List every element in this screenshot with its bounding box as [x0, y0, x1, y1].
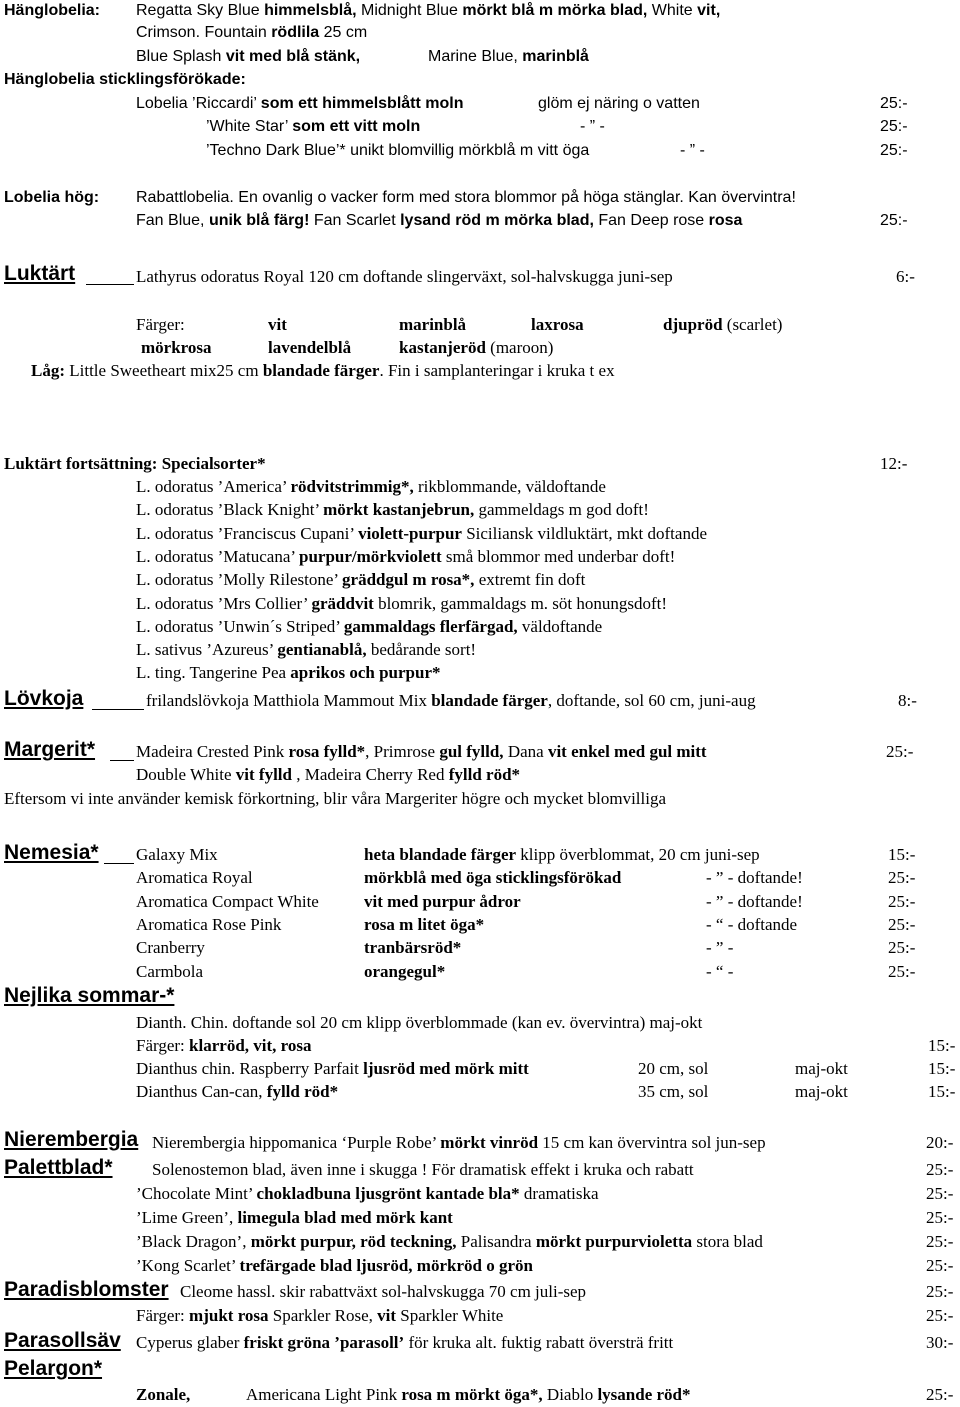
price: 25:- [886, 742, 914, 761]
price: 8:- [898, 691, 917, 710]
palettblad-row: ’Chocolate Mint’ chokladbuna ljusgrönt kantade bla* dramatiska [136, 1184, 599, 1203]
nemesia-name: Carmbola [136, 961, 204, 981]
color-morkrosa: mörkrosa [141, 338, 212, 357]
sticklings-row: ’Techno Dark Blue’* unikt blomvillig mörkblå m vitt öga [206, 142, 590, 159]
color-vit: vit [268, 315, 287, 334]
nierembergia-heading: Nierembergia [4, 1128, 139, 1151]
price: 25:- [888, 868, 916, 888]
parasollsav-heading: Parasollsäv [4, 1329, 121, 1352]
special-row: L. sativus ’Azureus’ gentianablå, bedårande sort! [136, 640, 477, 660]
price: 25:- [926, 1385, 954, 1404]
nemesia-desc: tranbärsröd* - ” - [364, 938, 734, 958]
palettblad-row: Solenostemon blad, även inne i skugga ! För dramatisk effekt i kruka och rabatt [152, 1160, 694, 1179]
price: 25:- [888, 891, 916, 911]
pelargon-line: Americana Light Pink rosa m mörkt öga*, Diablo lysande röd* [246, 1385, 691, 1404]
lobelia-hog-line-1: Rabattlobelia. En ovanlig o vacker form med stora blommor på höga stänglar. Kan övervintra! [136, 189, 796, 206]
paradisblomster-heading: Paradisblomster [4, 1278, 169, 1301]
special-row: L. ting. Tangerine Pea aprikos och purpur* [136, 663, 441, 683]
price: 25:- [880, 212, 908, 229]
nemesia-desc: vit med purpur ådror - ” - doftande! [364, 891, 803, 911]
nejlika-row-size: 35 cm, sol [638, 1082, 709, 1101]
luktart-special-heading: Luktärt fortsättning: Specialsorter* [4, 454, 266, 473]
nemesia-name: Galaxy Mix [136, 845, 218, 864]
lovkoja-line: frilandslövkoja Matthiola Mammout Mix blandade färger, doftande, sol 60 cm, juni-aug [146, 691, 756, 710]
hanglobelia-line-3: Blue Splash vit med blå stänk, [136, 48, 361, 65]
nemesia-desc: heta blandade färger klipp överblommat, 20 cm juni-sep [364, 845, 760, 864]
nejlika-row-season: maj-okt [795, 1059, 848, 1078]
hanglobelia-line-3b: Marine Blue, marinblå [428, 48, 589, 65]
special-row: L. odoratus ’Franciscus Cupani’ violett-purpur Siciliansk vildluktärt, mkt doftande [136, 523, 708, 543]
special-row: L. odoratus ’America’ rödvitstrimmig*, rikblommande, väldoftande [136, 477, 606, 496]
lobelia-hog-heading: Lobelia hög: [4, 189, 100, 206]
hanglobelia-heading: Hänglobelia: [4, 2, 101, 19]
nemesia-desc: mörkblå med öga sticklingsförökad - ” - doftande! [364, 868, 803, 888]
nejlika-row: Dianthus chin. Raspberry Parfait ljusröd med mörk mitt [136, 1059, 529, 1078]
price: 12:- [880, 454, 908, 473]
paradisblomster-line-1: Cleome hassl. skir rabattväxt sol-halvskugga 70 cm juli-sep [180, 1282, 587, 1301]
sticklings-row: Lobelia ’Riccardi’ som ett himmelsblått moln [136, 95, 464, 112]
price: 25:- [926, 1232, 954, 1251]
price: 30:- [926, 1333, 954, 1352]
price: 6:- [896, 267, 915, 286]
price: 15:- [888, 845, 916, 864]
nemesia-desc: rosa m litet öga* - “ - doftande [364, 914, 798, 934]
sticklings-heading: Hänglobelia sticklingsförökade: [4, 71, 246, 88]
nejlika-colors: Färger: klarröd, vit, rosa [136, 1036, 312, 1055]
luktart-colors-label: Färger: [136, 315, 185, 334]
price: 20:- [926, 1133, 954, 1152]
heading-underline [110, 760, 134, 761]
nemesia-name: Aromatica Royal [136, 868, 253, 888]
margerit-line-2: Double White vit fylld , Madeira Cherry Red fylld röd* [136, 765, 521, 784]
price: 25:- [926, 1184, 954, 1203]
color-lavendelbla: lavendelblå [268, 338, 352, 357]
price: 25:- [880, 118, 908, 135]
heading-underline [86, 284, 134, 285]
nemesia-heading: Nemesia* [4, 841, 99, 864]
nejlika-row-season: maj-okt [795, 1082, 848, 1101]
color-laxrosa: laxrosa [531, 315, 584, 334]
paradisblomster-line-2: Färger: mjukt rosa Sparkler Rose, vit Sparkler White [136, 1306, 504, 1325]
hanglobelia-line-2: Crimson. Fountain rödlila 25 cm [136, 24, 368, 41]
sticklings-row-extra: - ” - [680, 142, 705, 159]
price: 25:- [926, 1306, 954, 1325]
palettblad-row: ’Lime Green’, limegula blad med mörk kant [136, 1208, 453, 1227]
price: 25:- [888, 938, 916, 958]
heading-underline [92, 709, 144, 710]
margerit-heading: Margerit* [4, 738, 96, 761]
sticklings-row: ’White Star’ som ett vitt moln [206, 118, 421, 135]
nemesia-name: Cranberry [136, 938, 205, 958]
luktart-low-line: Låg: Little Sweetheart mix25 cm blandade färger. Fin i samplanteringar i kruka t ex [31, 361, 615, 380]
special-row: L. odoratus ’Black Knight’ mörkt kastanjebrun, gammeldags m god doft! [136, 500, 649, 520]
price: 25:- [926, 1256, 954, 1275]
special-row: L. odoratus ’Unwin´s Striped’ gammaldags flerfärgad, väldoftande [136, 616, 603, 636]
lobelia-hog-line-2: Fan Blue, unik blå färg! Fan Scarlet lysand röd m mörka blad, Fan Deep rose rosa [136, 212, 743, 229]
price: 25:- [880, 142, 908, 159]
color-djuprod: djupröd (scarlet) [663, 315, 783, 334]
palettblad-row: ’Kong Scarlet’ trefärgade blad ljusröd, mörkröd o grön [136, 1256, 533, 1275]
price: 15:- [928, 1036, 956, 1055]
price: 15:- [928, 1059, 956, 1078]
nemesia-desc: orangegul* - “ - [364, 961, 734, 981]
special-row: L. odoratus ’Matucana’ purpur/mörkviolett små blommor med underbar doft! [136, 546, 676, 566]
hanglobelia-line-1: Regatta Sky Blue himmelsblå, Midnight Blue mörkt blå m mörka blad, White vit, [136, 2, 721, 19]
parasollsav-line: Cyperus glaber friskt gröna ’parasoll’ för kruka alt. fuktig rabatt översträ fritt [136, 1333, 674, 1352]
nejlika-heading: Nejlika sommar-* [4, 984, 175, 1007]
price: 25:- [926, 1208, 954, 1227]
price: 25:- [880, 95, 908, 112]
luktart-heading: Luktärt [4, 262, 76, 285]
palettblad-heading: Palettblad* [4, 1156, 113, 1179]
color-marinbla: marinblå [399, 315, 467, 334]
pelargon-zonale: Zonale, [136, 1385, 191, 1404]
price: 25:- [888, 961, 916, 981]
nemesia-name: Aromatica Rose Pink [136, 914, 282, 934]
price: 25:- [926, 1282, 954, 1301]
nemesia-name: Aromatica Compact White [136, 891, 319, 911]
color-kastanjerod: kastanjeröd (maroon) [399, 338, 554, 357]
price: 25:- [926, 1160, 954, 1179]
margerit-note: Eftersom vi inte använder kemisk förkortning, blir våra Margeriter högre och mycket blomvilliga [4, 789, 667, 808]
price: 25:- [888, 914, 916, 934]
price: 15:- [928, 1082, 956, 1101]
heading-underline [104, 863, 134, 864]
sticklings-row-extra: - ” - [580, 118, 605, 135]
sticklings-row-extra: glöm ej näring o vatten [538, 95, 700, 112]
nejlika-row: Dianthus Can-can, fylld röd* [136, 1082, 339, 1101]
pelargon-heading: Pelargon* [4, 1357, 103, 1380]
nejlika-row-size: 20 cm, sol [638, 1059, 709, 1078]
lovkoja-heading: Lövkoja [4, 687, 84, 710]
margerit-line-1: Madeira Crested Pink rosa fylld*, Primrose gul fylld, Dana vit enkel med gul mitt [136, 742, 707, 761]
special-row: L. odoratus ’Mrs Collier’ gräddvit blomrik, gammaldags m. söt honungsdoft! [136, 593, 668, 613]
nejlika-line-1: Dianth. Chin. doftande sol 20 cm klipp överblommade (kan ev. övervintra) maj-okt [136, 1013, 703, 1032]
nierembergia-line: Nierembergia hippomanica ‘Purple Robe’ mörkt vinröd 15 cm kan övervintra sol jun-sep [152, 1133, 766, 1152]
special-row: L. odoratus ’Molly Rilestone’ gräddgul m rosa*, extremt fin doft [136, 570, 586, 590]
palettblad-row: ’Black Dragon’, mörkt purpur, röd teckning, Palisandra mörkt purpurvioletta stora blad [136, 1232, 763, 1251]
luktart-line: Lathyrus odoratus Royal 120 cm doftande slingerväxt, sol-halvskugga juni-sep [136, 267, 673, 286]
